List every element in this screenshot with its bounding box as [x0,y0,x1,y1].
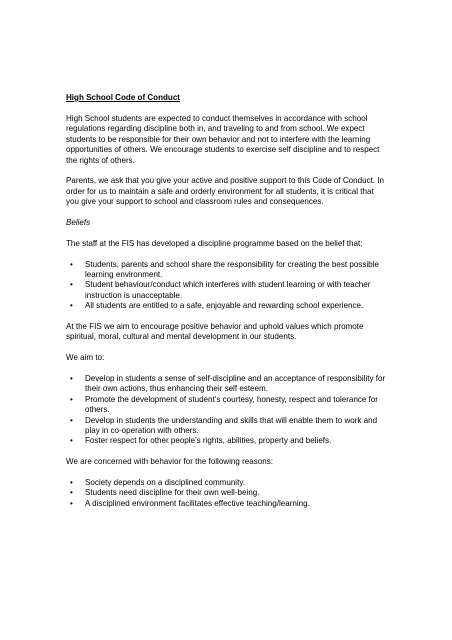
beliefs-heading: Beliefs [66,217,91,227]
intro-paragraph: High School students are expected to conduct themselves in accordance with school regulations regarding discipline both in, and traveling to and from school. We expect students to be responsible for their own behavior and not to interfere with the learning opportunities of others. We encourage students to exercise self discipline and to respect the rights of others. [66,113,380,165]
reasons-intro-paragraph: We are concerned with behavior for the following reasons: [66,457,273,467]
list-item [66,395,388,416]
beliefs-list [66,260,388,312]
bullet-icon: • [70,373,73,383]
list-item [66,301,388,311]
list-item-text: Foster respect for other people’s rights, abilities, property and beliefs. [85,436,332,446]
list-item-text: Students, parents and school share the responsibility for creating the best possible learning environment. [85,259,379,279]
list-item-text: Develop in students a sense of self-discipline and an acceptance of responsibility for their own actions, thus enhancing their self esteem. [85,373,386,394]
list-item-text: Develop in students the understanding and skills that will enable them to work and play in co-operation with others. [85,415,378,435]
list-item-text: A disciplined environment facilitates effective teaching/learning. [85,498,310,508]
we-aim-to-label: We aim to: [66,353,105,363]
bullet-icon: • [70,280,73,290]
reasons-list [66,478,388,509]
list-item-text: Students need discipline for their own well-being. [85,488,260,498]
list-item-text: Promote the development of student’s courtesy, honesty, respect and tolerance for others. [85,394,378,415]
list-item [66,478,388,488]
bullet-icon: • [70,301,73,311]
bullet-icon: • [70,394,73,404]
list-item [66,260,388,281]
list-item [66,436,388,446]
bullet-icon: • [70,488,73,498]
document-title: High School Code of Conduct [66,93,180,102]
bullet-icon: • [70,498,73,508]
bullet-icon: • [70,477,73,487]
aim-intro-paragraph: At the FIS we aim to encourage positive behavior and uphold values which promote spiritual, moral, cultural and mental development in our students. [66,321,364,342]
parents-paragraph: Parents, we ask that you give your active and positive support to this Code of Conduct. In order for us to maintain a safe and orderly environment for all students, it is critical that you give your support to school and classroom rules and consequences. [66,176,385,207]
document-page [66,93,388,520]
list-item [66,280,388,301]
aims-list [66,374,388,447]
list-item [66,416,388,437]
list-item-text: Student behaviour/conduct which interferes with student learning or with teacher instruction is unacceptable. [85,280,371,300]
bullet-icon: • [70,415,73,425]
bullet-icon: • [70,259,73,269]
list-item [66,488,388,498]
list-item-text: Society depends on a disciplined community. [85,477,245,487]
list-item-text: All students are entitled to a safe, enjoyable and rewarding school experience. [85,301,364,311]
list-item [66,499,388,509]
list-item [66,374,388,395]
bullet-icon: • [70,436,73,446]
beliefs-intro: The staff at the FIS has developed a discipline programme based on the belief that: [66,238,363,248]
